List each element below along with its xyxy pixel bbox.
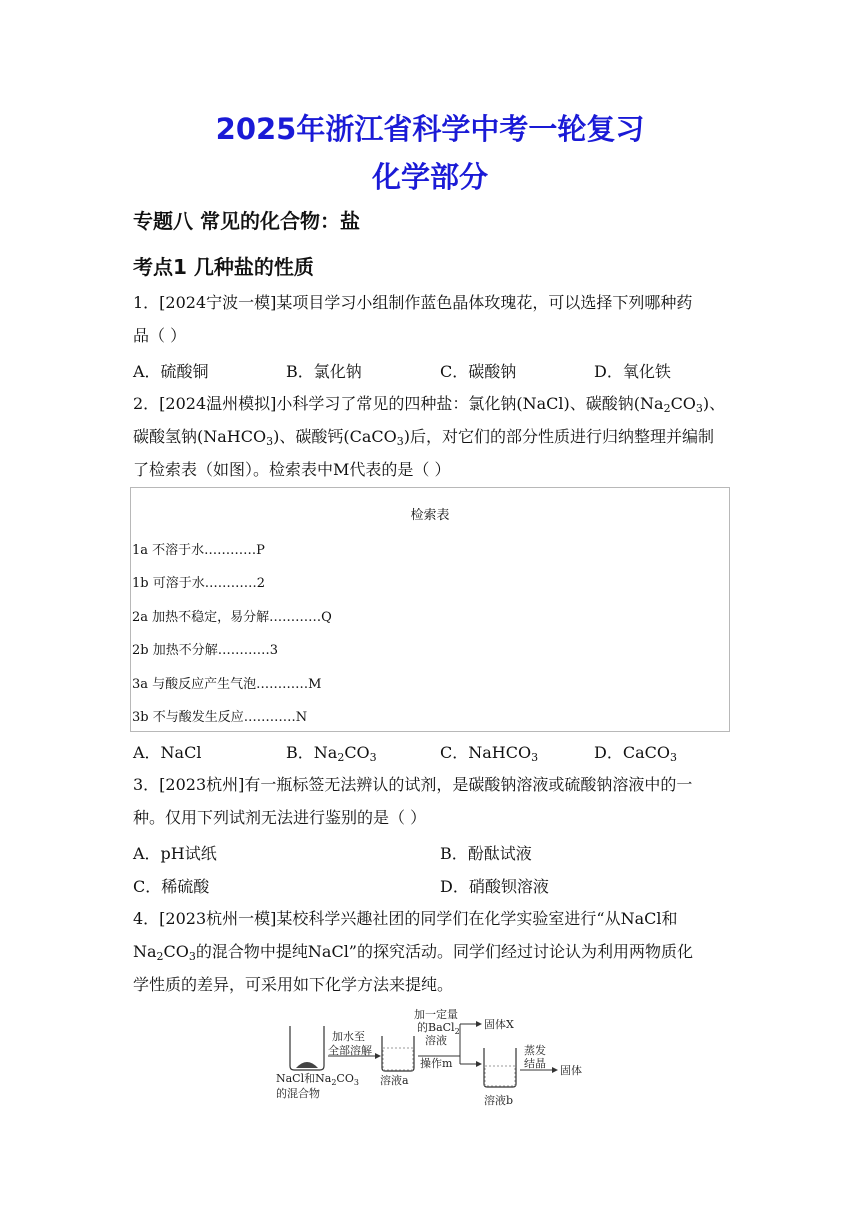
q3-option-b: B．酚酞试液 — [440, 844, 532, 863]
q2-option-b — [286, 740, 377, 764]
q3-option-a: A．pH试纸 — [133, 844, 217, 863]
q2-line-1-c: )、 — [702, 394, 726, 413]
q2-line-2-c: )后，对它们的部分性质进行归纳整理并编制 — [403, 427, 714, 446]
q2-line-2 — [133, 427, 714, 452]
q2-line-2-b: )、碳酸钙(CaCO — [273, 427, 397, 446]
q1-line-1: 1．[2024宁波一模]某项目学习小组制作蓝色晶体玫瑰花，可以选择下列哪种药 — [133, 293, 693, 312]
label-mixture-2: 的混合物 — [276, 1087, 320, 1100]
q3-option-c: C．稀硫酸 — [133, 877, 210, 896]
label-mixture-1: NaCl和$Na_2CO_3$ — [276, 1072, 359, 1087]
index-row: 3b 不与酸发生反应…………N — [132, 710, 308, 725]
arrowhead-b — [476, 1061, 482, 1067]
label-solution-b: 溶液b — [484, 1094, 514, 1107]
topic-heading: 专题八 常见的化合物：盐 — [133, 209, 360, 233]
index-row: 2a 加热不稳定，易分解…………Q — [132, 610, 332, 625]
index-row: 2b 加热不分解…………3 — [132, 643, 278, 658]
q1-line-2: 品（ ） — [133, 326, 187, 345]
sub: 3 — [669, 751, 677, 764]
label-step1-a: 加水至 — [332, 1030, 365, 1043]
index-table-title: 检索表 — [410, 508, 450, 523]
q2-option-a: A．NaCl — [133, 743, 202, 762]
q2-line-2-a: 碳酸氢钠(NaHCO — [133, 427, 267, 446]
sub: 2 — [156, 950, 164, 963]
q1-option-b: B．氯化钠 — [286, 362, 362, 381]
arrowhead-1 — [375, 1053, 381, 1059]
beaker-3 — [484, 1048, 516, 1087]
q4-line-2-b: CO — [163, 942, 189, 961]
sub: 3 — [695, 402, 703, 415]
q2-line-1 — [133, 394, 725, 419]
sub: 3 — [396, 435, 404, 448]
q2-option-c — [440, 740, 538, 764]
q2-option-d — [594, 740, 677, 764]
sub: 3 — [188, 950, 196, 963]
q3-line-1: 3．[2023杭州]有一瓶标签无法辨认的试剂，是碳酸钠溶液或硫酸钠溶液中的一 — [133, 775, 693, 794]
label-solid-x: 固体X — [484, 1018, 514, 1031]
q1-option-d: D．氧化铁 — [594, 362, 671, 381]
q2-option-b-b: CO — [344, 743, 370, 762]
sub: 3 — [369, 751, 377, 764]
sub: 2 — [337, 751, 345, 764]
label-step3-a: 蒸发 — [524, 1044, 546, 1057]
label-solid: 固体 — [560, 1064, 582, 1077]
solution-a-liquid — [383, 1048, 413, 1070]
label-step2-c: 溶液 — [425, 1034, 447, 1047]
title-line-2: 化学部分 — [371, 160, 488, 194]
label-solution-a: 溶液a — [380, 1074, 409, 1087]
q2-option-c-a: C．NaHCO — [440, 743, 532, 762]
q4-line-2-a: Na — [133, 942, 157, 961]
index-row: 1b 可溶于水…………2 — [132, 576, 265, 591]
q4-line-3: 学性质的差异，可采用如下化学方法来提纯。 — [133, 975, 454, 994]
q1-option-a: A．硫酸铜 — [133, 362, 209, 381]
q2-line-3: 了检索表（如图）。检索表中M代表的是（ ） — [133, 460, 451, 479]
beaker-2 — [382, 1036, 414, 1071]
title-line-1: 2025年浙江省科学中考一轮复习 — [215, 112, 645, 146]
q2-option-d-a: D．CaCO — [594, 743, 670, 762]
q3-line-2: 种。仅用下列试剂无法进行鉴别的是（ ） — [133, 808, 427, 827]
q2-line-1-a: 2．[2024温州模拟]小科学习了常见的四种盐：氯化钠(NaCl)、碳酸钠(Na — [133, 394, 664, 413]
label-step1-b: 全部溶解 — [328, 1044, 372, 1057]
label-step2-b: 的BaCl$_2$ — [417, 1021, 460, 1036]
q4-line-1: 4．[2023杭州一模]某校科学兴趣社团的同学们在化学实验室进行“从NaCl和 — [133, 909, 678, 928]
q4-line-2 — [133, 942, 693, 967]
q4-line-2-c: 的混合物中提纯NaCl”的探究活动。同学们经过讨论认为利用两物质化 — [195, 942, 693, 961]
sub: 3 — [531, 751, 539, 764]
label-step2-d: 操作m — [420, 1057, 453, 1070]
q3-option-d: D．硝酸钡溶液 — [440, 877, 549, 896]
arrowhead-3 — [552, 1067, 558, 1073]
purification-flow-diagram — [270, 1004, 600, 1114]
mixture-solid — [296, 1062, 318, 1068]
sub: 3 — [266, 435, 274, 448]
label-step2-a: 加一定量 — [414, 1008, 458, 1021]
section-heading: 考点1 几种盐的性质 — [133, 255, 314, 279]
q2-line-1-b: CO — [670, 394, 696, 413]
q1-option-c: C．碳酸钠 — [440, 362, 517, 381]
index-row: 3a 与酸反应产生气泡…………M — [132, 677, 322, 692]
q2-option-b-a: B．Na — [286, 743, 338, 762]
arrowhead-x — [476, 1021, 482, 1027]
index-table — [130, 487, 730, 732]
sub: 2 — [663, 402, 671, 415]
index-row: 1a 不溶于水…………P — [132, 543, 265, 558]
solution-b-liquid — [485, 1066, 515, 1086]
label-step3-b: 结晶 — [524, 1057, 546, 1070]
